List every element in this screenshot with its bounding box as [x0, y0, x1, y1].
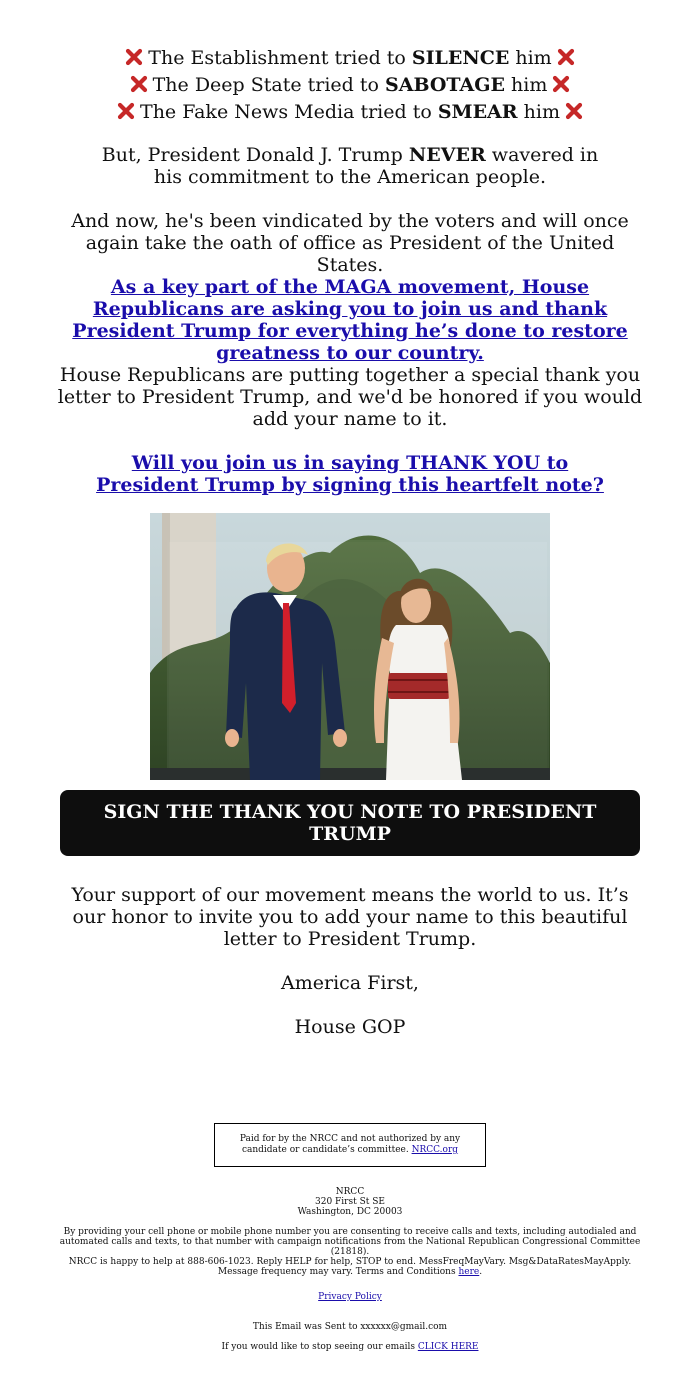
paragraph-emphasis: NEVER — [408, 144, 486, 166]
privacy-row — [50, 1292, 650, 1302]
cross-mark-icon — [556, 47, 576, 67]
address-street: 320 First St SE — [315, 1197, 385, 1207]
address-city: Washington, DC 20003 — [297, 1207, 403, 1217]
callout-emphasis: SABOTAGE — [385, 74, 505, 96]
callout-line — [0, 45, 700, 72]
cross-mark-icon — [124, 47, 144, 67]
paragraph-never-wavered — [90, 144, 610, 188]
callout-text: him — [504, 74, 548, 96]
cross-mark-icon — [116, 101, 136, 121]
sent-to-text: This Email was Sent to xxxxxx@gmail.com — [252, 1322, 448, 1332]
help-text — [50, 1257, 650, 1277]
link-text[interactable]: As a key part of the MAGA movement, House Republicans are asking you to join us and thank President Trump for everything he’s done to restore greatness to our country. — [72, 276, 628, 364]
paragraph-support: Your support of our movement means the world to us. It’s our honor to invite you to add your name to this beautiful letter to President Trump. — [71, 884, 629, 950]
callout-text: him — [517, 101, 560, 123]
link-join-thank-you[interactable] — [80, 452, 620, 496]
paid-for-disclaimer — [214, 1123, 486, 1167]
callout-emphasis: SILENCE — [411, 47, 510, 69]
callout-text: The Fake News Media tried to — [140, 101, 438, 123]
cross-mark-icon — [551, 74, 571, 94]
woman-figure — [374, 579, 462, 780]
terms-link[interactable]: here — [458, 1267, 480, 1277]
trump-and-melania-photo[interactable] — [150, 513, 550, 780]
paragraph-vindicated: And now, he's been vindicated by the voters and will once again take the oath of office as President of the United States. — [71, 210, 629, 276]
help-body: NRCC is happy to help at 888-606-1023. Reply HELP for help, STOP to end. MessFreqMayVary. Msg&DataRatesMayApply. Message frequency may vary. Terms and Conditions — [68, 1257, 632, 1277]
callout-line — [0, 99, 700, 126]
paragraph-thank-you-letter: House Republicans are putting together a special thank you letter to President Trump, and we'd be honored if you would add your name to it. — [57, 364, 643, 430]
consent-text: By providing your cell phone or mobile phone number you are consenting to receive calls and texts, including autodialed and automated calls and texts, to that number with campaign notifications from the National Republican Congressional Committee (21818). — [59, 1227, 641, 1257]
callout-text: The Deep State tried to — [152, 74, 385, 96]
callout-text: him — [509, 47, 552, 69]
address-org: NRCC — [335, 1187, 365, 1197]
callout-text: The Establishment tried to — [148, 47, 412, 69]
unsubscribe-link[interactable]: CLICK HERE — [417, 1342, 479, 1352]
button-label: SIGN THE THANK YOU NOTE TO PRESIDENT TRUMP — [103, 801, 597, 845]
cross-mark-icon — [564, 101, 584, 121]
callout-line — [0, 72, 700, 99]
link-text[interactable]: Will you join us in saying THANK YOU to President Trump by signing this heartfelt note? — [96, 452, 604, 496]
nrcc-org-link[interactable]: NRCC.org — [411, 1145, 459, 1155]
unsubscribe-row — [50, 1342, 650, 1352]
help-end: . — [479, 1267, 483, 1277]
callout-emphasis: SMEAR — [437, 101, 518, 123]
cross-mark-icon — [129, 74, 149, 94]
unsubscribe-text: If you would like to stop seeing our emails — [221, 1342, 418, 1352]
disclaimer-text: Paid for by the NRCC and not authorized by any candidate or candidate’s committee. — [239, 1134, 461, 1155]
paragraph-text: wavered in his commitment to the American people. — [153, 144, 599, 188]
paragraph-text: But, President Donald J. Trump — [101, 144, 409, 166]
privacy-policy-link[interactable]: Privacy Policy — [318, 1292, 382, 1302]
signature: House GOP — [294, 1016, 406, 1038]
link-maga-movement[interactable] — [45, 276, 655, 364]
sign-thank-you-note-button[interactable] — [60, 790, 640, 856]
photo-illustration — [150, 513, 550, 780]
signoff: America First, — [281, 972, 419, 994]
address-block — [50, 1187, 650, 1217]
